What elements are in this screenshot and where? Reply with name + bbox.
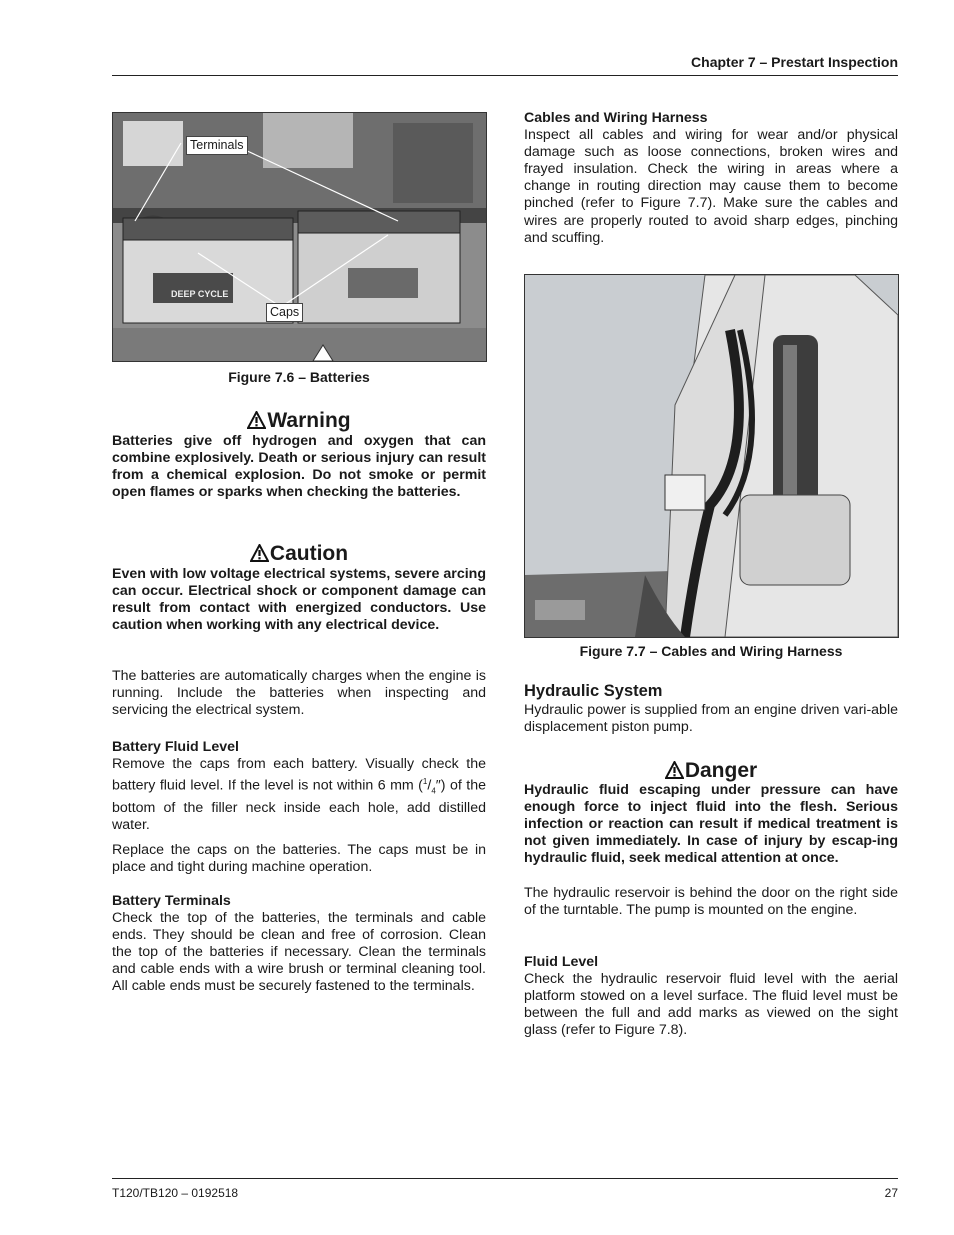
header-rule	[112, 75, 898, 76]
cables-harness-illustration	[525, 275, 898, 637]
battery-terminals-heading: Battery Terminals	[112, 893, 231, 909]
terminals-callout: Terminals	[186, 136, 248, 155]
figure-batteries-photo	[112, 112, 487, 362]
warning-heading	[112, 409, 486, 433]
battery-terminals-section	[112, 893, 486, 996]
caps-callout: Caps	[266, 303, 303, 322]
danger-triangle-icon	[665, 761, 684, 779]
danger-body: Hydraulic fluid escaping under pressure can have enough force to inject fluid into the flesh. Serious infection or reaction can result if medical treatment is not given immediately. In case of injury by escap-ing hydraulic fluid, seek medical attention at once.	[524, 782, 898, 867]
battery-terminals-body: Check the top of the batteries, the terminals and cable ends. They should be clean and free of corrosion. Clean the top of the batteries if necessary. Clean the terminals and cable ends with a wire brush or terminal cleaning tool. All cable ends must be securely fastened to the terminals.	[112, 910, 486, 995]
figure-cables-photo	[524, 274, 899, 638]
battery-fluid-section	[112, 739, 486, 834]
hydraulic-fluid-section	[524, 954, 898, 1039]
cables-section	[524, 110, 898, 247]
replace-caps-text: Replace the caps on the batteries. The caps must be in place and tight during machine operation.	[112, 842, 486, 876]
footer-rule	[112, 1178, 898, 1179]
battery-label: DEEP CYCLE	[171, 289, 229, 299]
page-number: 27	[884, 1186, 898, 1200]
caution-body: Even with low voltage electrical systems, severe arcing can occur. Electrical shock or component damage can result from contact with energized conductors. Use caution when working with any electrical device.	[112, 566, 486, 634]
caution-title: Caution	[269, 542, 349, 565]
reservoir-body: The hydraulic reservoir is behind the door on the right side of the turntable. The pump is mounted on the engine.	[524, 885, 898, 919]
hydraulic-fluid-heading: Fluid Level	[524, 954, 599, 970]
battery-fluid-heading: Battery Fluid Level	[112, 739, 239, 755]
battery-fluid-body: Remove the caps from each battery. Visually check the battery fluid level. If the level is not within 6 mm $(^1/_4'')$ of the bottom of the filler neck inside each hole, add distilled water.	[112, 756, 487, 833]
caution-heading	[112, 542, 486, 566]
chapter-title: Chapter 7 – Prestart Inspection	[691, 54, 898, 70]
warning-title: Warning	[267, 409, 351, 432]
cables-heading: Cables and Wiring Harness	[524, 110, 708, 126]
caution-triangle-icon	[250, 544, 269, 562]
hydraulic-heading: Hydraulic System	[524, 682, 663, 700]
figure-7-6-caption: Figure 7.6 – Batteries	[228, 369, 370, 385]
cables-body: Inspect all cables and wiring for wear and/or physical damage such as loose connections, broken wires and frayed insulation. Check the wiring in areas where a change in routing direction may cause them to become pinched (refer to Figure 7.7). Make sure the cables and wires are properly routed to avoid sharp edges, pinching and scuffing.	[524, 127, 898, 246]
warning-body: Batteries give off hydrogen and oxygen that can combine explosively. Death or serious injury can result from a chemical explosion. Do not smoke or permit open flames or sparks when checking the batteries.	[112, 433, 486, 501]
danger-title: Danger	[684, 759, 758, 782]
warning-triangle-icon	[247, 411, 266, 429]
footer-model: T120/TB120 – 0192518	[112, 1186, 239, 1200]
batteries-intro: The batteries are automatically charges when the engine is running. Include the batteries when inspecting and servicing the electrical system.	[112, 668, 486, 719]
hydraulic-body: Hydraulic power is supplied from an engine driven vari-able displacement piston pump.	[524, 702, 898, 736]
figure-7-7-caption: Figure 7.7 – Cables and Wiring Harness	[579, 643, 843, 659]
danger-heading	[524, 759, 898, 783]
hydraulic-fluid-body: Check the hydraulic reservoir fluid level with the aerial platform stowed on a level surface. The fluid level must be between the full and add marks as viewed on the sight glass (refer to Figure 7.8).	[524, 971, 898, 1039]
batteries-illustration	[113, 113, 486, 361]
